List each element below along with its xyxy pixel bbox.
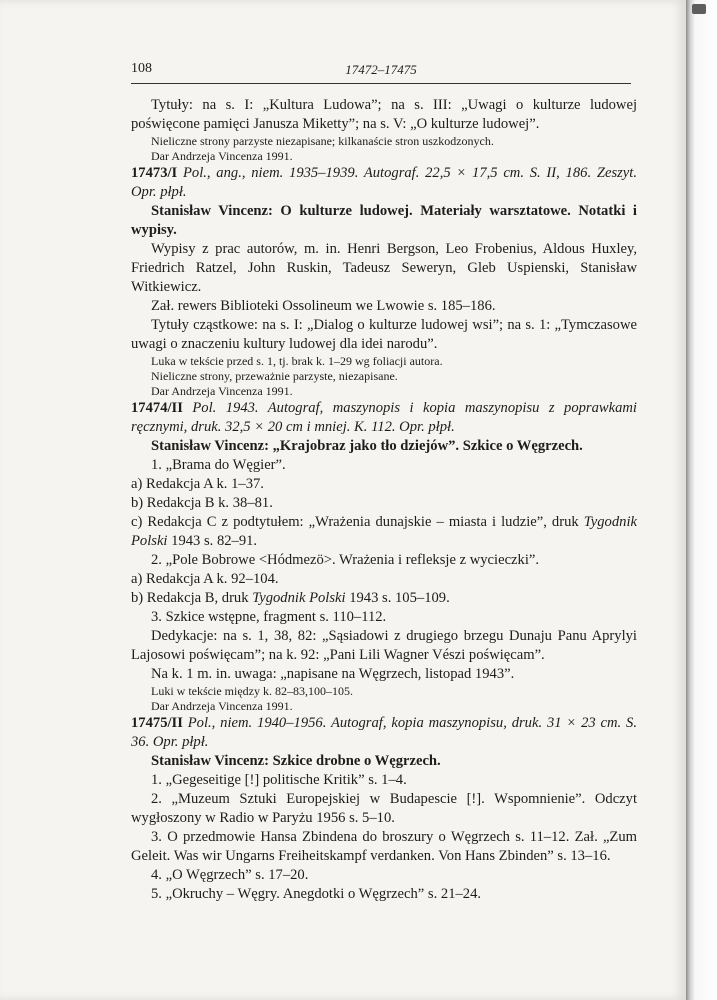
list-item: 3. O przedmowie Hansa Zbindena do broszury o Węgrzech s. 11–12. Zał. „Zum Geleit. Was wir Ungarns Freiheitskampf verdanken. Von Hans Zbinden” s. 13–16. — [131, 829, 637, 864]
entry-17472-note: Nieliczne strony parzyste niezapisane; kilkanaście stron uszkodzonych. — [151, 134, 494, 148]
list-item: b) Redakcja B k. 38–81. — [131, 495, 273, 511]
page-edge — [686, 0, 717, 1000]
list-item: 2. „Pole Bobrowe <Hódmezö>. Wrażenia i refleksje z wycieczki”. — [151, 552, 539, 568]
entry-17474-title: Stanisław Vincenz: „Krajobraz jako tło dziejów”. Szkice o Węgrzech. — [151, 438, 583, 454]
list-item: c) Redakcja C z podtytułem: „Wrażenia dunajskie – miasta i ludzie”, druk Tygodnik Polski 1943 s. 82–91. — [131, 514, 637, 549]
entry-17475-title: Stanisław Vincenz: Szkice drobne o Węgrzech. — [151, 753, 441, 769]
entry-17475-header — [131, 714, 637, 752]
list-item: 5. „Okruchy – Węgry. Anegdotki o Węgrzech” s. 21–24. — [151, 886, 482, 902]
entry-17473-header — [131, 164, 637, 202]
entry-17474-note: Luki w tekście między k. 82–83,100–105. — [151, 684, 353, 698]
entry-17473-description: Pol., ang., niem. 1935–1939. Autograf. 22,5 × 17,5 cm. S. II, 186. Zeszyt. Opr. płpł. — [131, 165, 637, 200]
entry-17473-note-blank: Nieliczne strony, przeważnie parzyste, niezapisane. — [151, 369, 398, 383]
periodical-title: Tygodnik — [583, 514, 637, 530]
page-number: 108 — [131, 61, 152, 76]
list-item: b) Redakcja B, druk Tygodnik Polski 1943 s. 105–109. — [131, 590, 450, 606]
entry-17473-excerpts: Wypisy z prac autorów, m. in. Henri Bergson, Leo Frobenius, Aldous Huxley, Friedrich Ratzel, John Ruskin, Tadeusz Seweryn, Gleb Uspienski, Stanisław Witkiewicz. — [131, 241, 637, 295]
list-item: 1. „Gegeseitige [!] politische Kritik” s. 1–4. — [151, 772, 407, 788]
list-item: Na k. 1 m. in. uwaga: „napisane na Węgrzech, listopad 1943”. — [151, 666, 515, 682]
catalog-content — [131, 96, 637, 904]
entry-17472-provenance: Dar Andrzeja Vincenza 1991. — [151, 149, 293, 163]
entry-17474-header — [131, 399, 637, 437]
entry-17473-signature: 17473/I — [131, 165, 178, 181]
entry-17472-titles: Tytuły: na s. I: „Kultura Ludowa”; na s. III: „Uwagi o kulturze ludowej poświęcone pamięci Janusza Miketty”; na s. V: „O kulturze ludowej”. — [131, 97, 637, 132]
list-item: 2. „Muzeum Sztuki Europejskiej w Budapescie [!]. Wspomnienie”. Odczyt wygłoszony w Radio w Paryżu 1956 s. 5–10. — [131, 791, 637, 826]
entry-17475-description: Pol., niem. 1940–1956. Autograf, kopia maszynopisu, druk. 31 × 23 cm. S. 36. Opr. płpł. — [131, 715, 637, 750]
periodical-title: Polski — [131, 533, 168, 549]
entry-17473-note-gap: Luka w tekście przed s. 1, tj. brak k. 1–29 wg foliacji autora. — [151, 354, 443, 368]
entry-17473-provenance: Dar Andrzeja Vincenza 1991. — [151, 384, 293, 398]
running-head — [131, 61, 631, 84]
entry-17475-contents — [131, 771, 637, 904]
entry-17474-signature: 17474/II — [131, 400, 183, 416]
list-item: 3. Szkice wstępne, fragment s. 110–112. — [151, 609, 387, 625]
dedications: Dedykacje: na s. 1, 38, 82: „Sąsiadowi z drugiego brzegu Dunaju Panu Aprylyi Lajosowi poświęcam”; na k. 92: „Pani Lili Wagner Vészi poświęcam”. — [131, 628, 637, 663]
entry-17475-signature: 17475/II — [131, 715, 183, 731]
entry-17474-contents — [131, 456, 637, 684]
list-item: a) Redakcja A k. 92–104. — [131, 571, 279, 587]
list-item: a) Redakcja A k. 1–37. — [131, 476, 264, 492]
entry-17473-title: Stanisław Vincenz: O kulturze ludowej. Materiały warsztatowe. Notatki i wypisy. — [131, 203, 637, 238]
periodical-title: Tygodnik Polski — [252, 590, 346, 606]
edge-mark — [692, 4, 706, 14]
entry-17473-partial-titles: Tytuły cząstkowe: na s. I: „Dialog o kulturze ludowej wsi”; na s. 1: „Tymczasowe uwagi o znaczeniu kultury ludowej dla idei narodu”. — [131, 317, 637, 352]
entry-range: 17472–17475 — [345, 62, 417, 77]
entry-17474-provenance: Dar Andrzeja Vincenza 1991. — [151, 699, 293, 713]
list-item: 1. „Brama do Węgier”. — [151, 457, 286, 473]
entry-17474-description: Pol. 1943. Autograf, maszynopis i kopia maszynopisu z poprawkami ręcznymi, druk. 32,5 × 20 cm i mniej. K. 112. Opr. płpł. — [131, 400, 637, 435]
entry-17473-attachment: Zał. rewers Biblioteki Ossolineum we Lwowie s. 185–186. — [151, 298, 496, 314]
list-item: 4. „O Węgrzech” s. 17–20. — [151, 867, 309, 883]
